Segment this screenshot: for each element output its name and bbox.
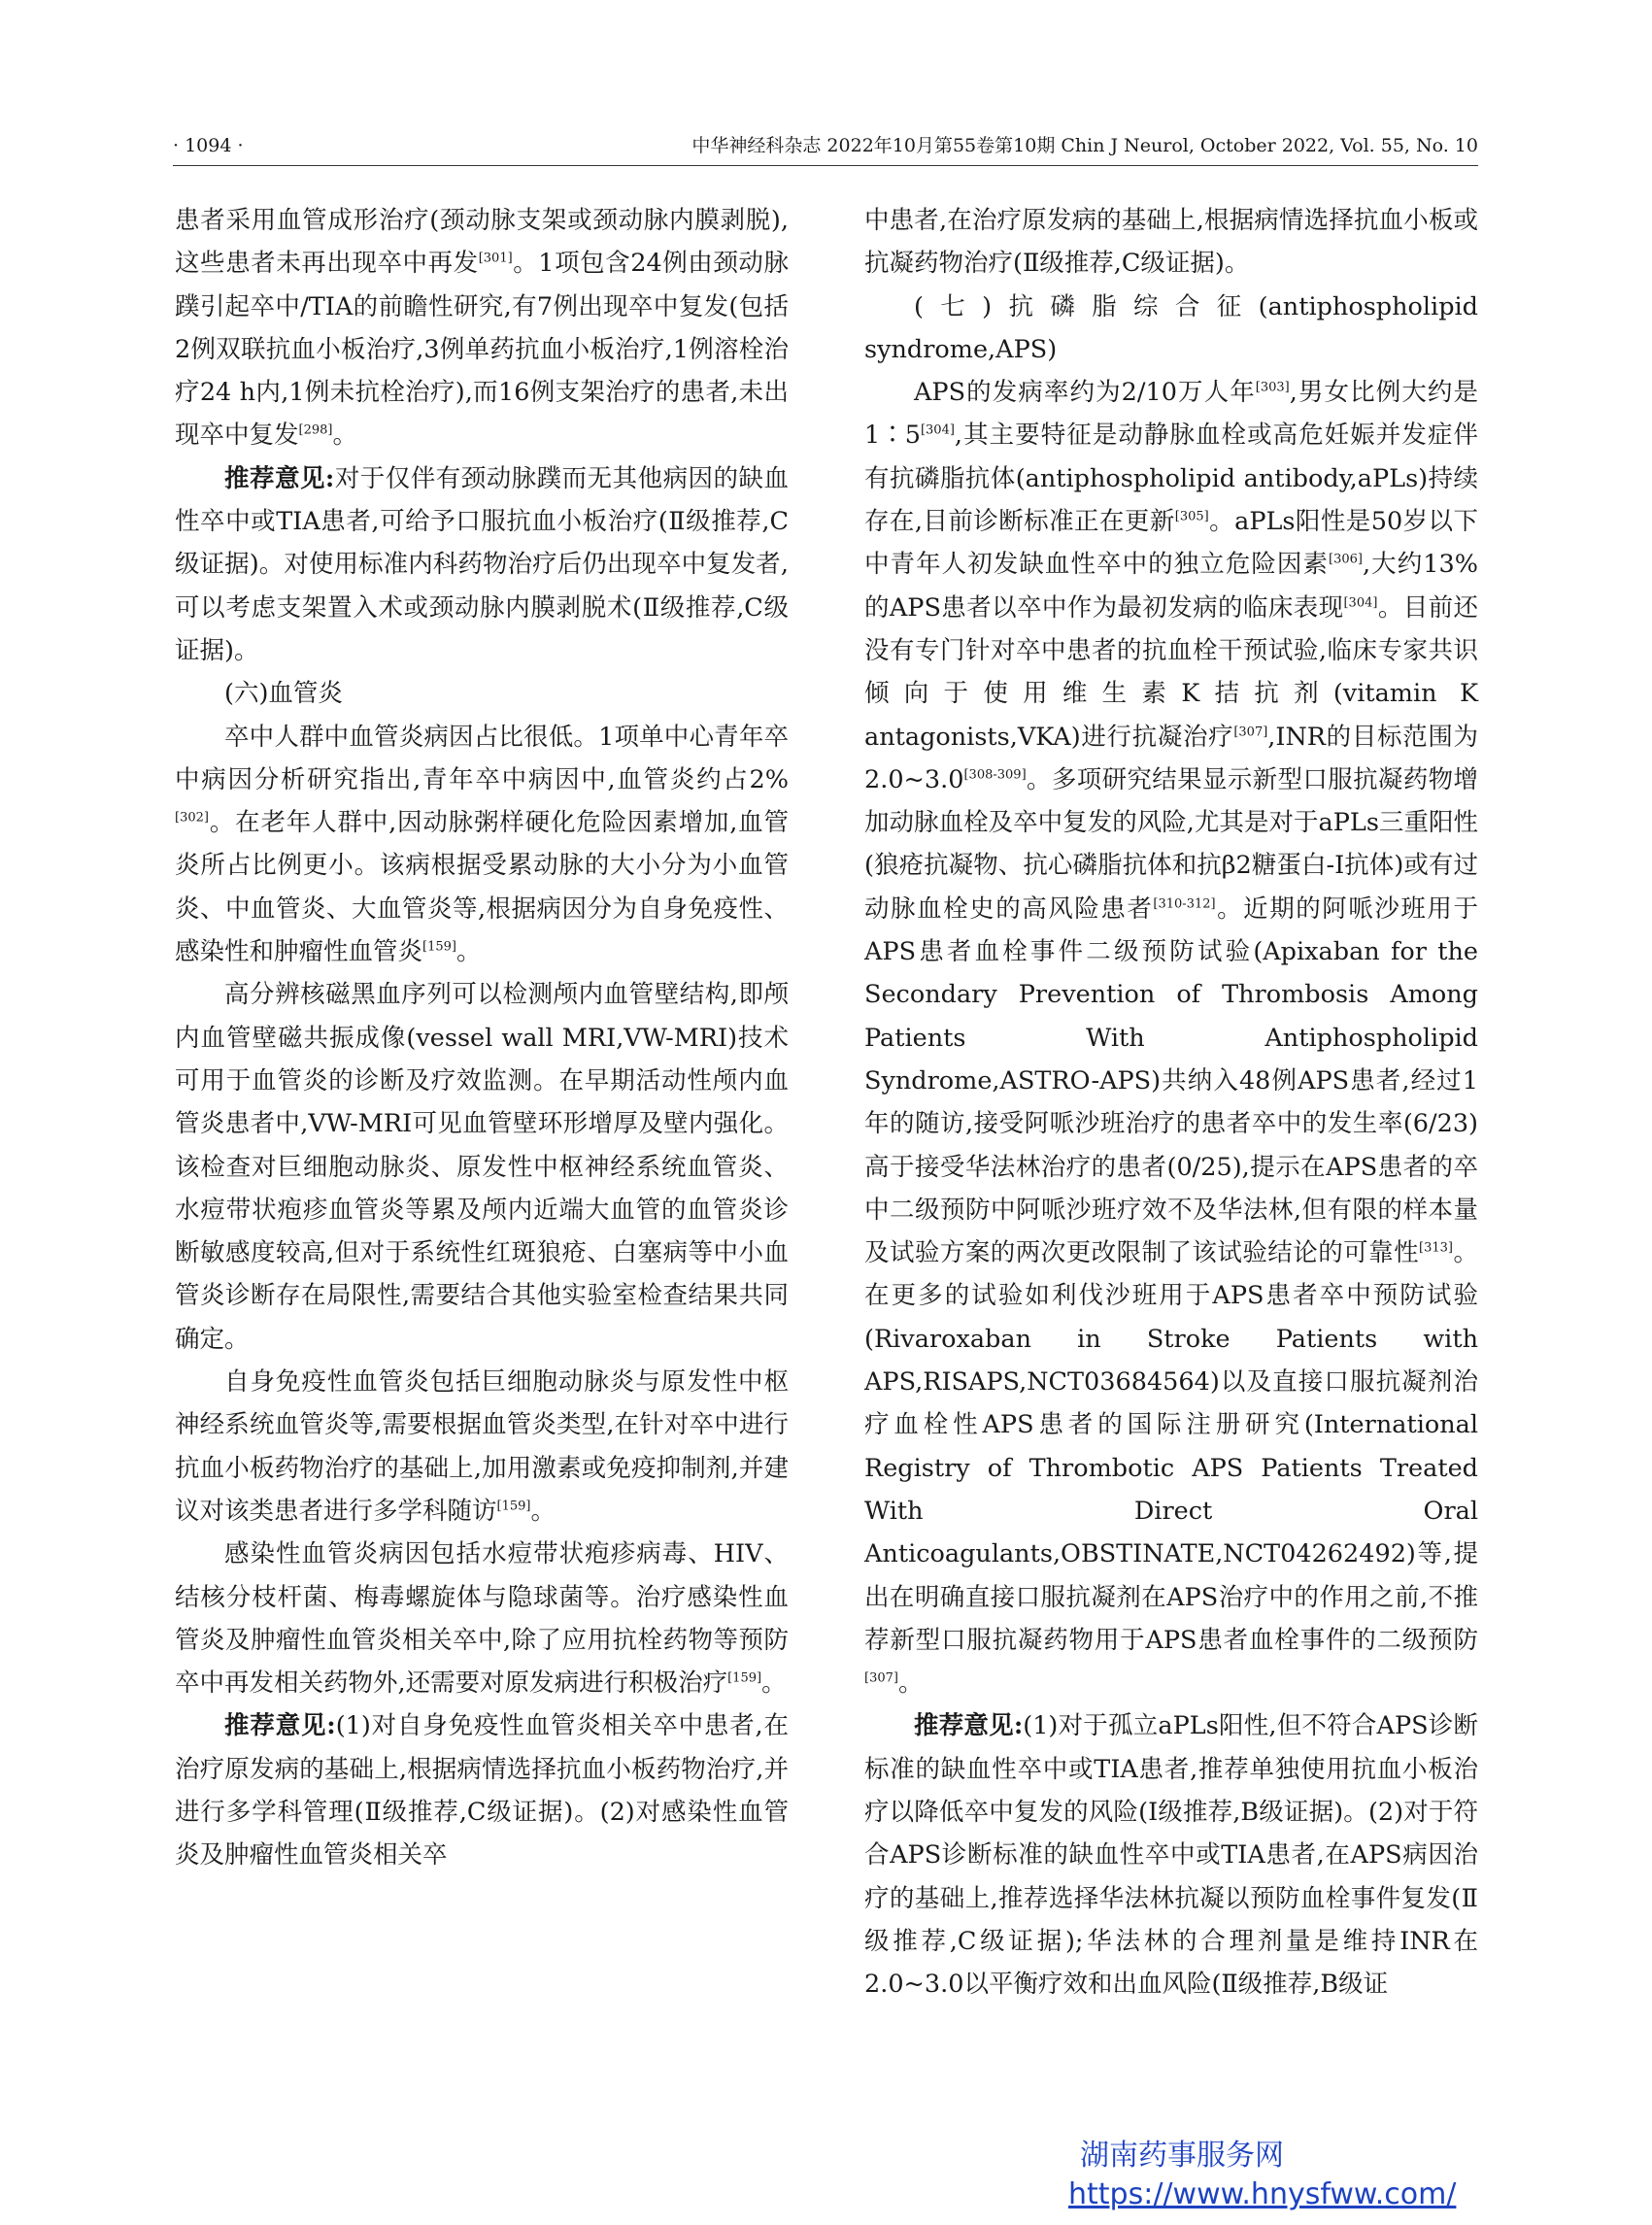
citation[interactable]: [303] [1255, 380, 1290, 395]
citation[interactable]: [313] [1419, 1240, 1454, 1256]
recommendation-paragraph: 推荐意见:对于仅伴有颈动脉蹼而无其他病因的缺血性卒中或TIA患者,可给予口服抗血小板治疗(Ⅱ级推荐,C级证据)。对使用标准内科药物治疗后仍出现卒中复发者,可以考虑支架置入术或颈动脉内膜剥脱术(Ⅱ级推荐,C级证据)。 [175, 463, 789, 665]
paragraph: 感染性血管炎病因包括水痘带状疱疹病毒、HIV、结核分枝杆菌、梅毒螺旋体与隐球菌等。治疗感染性血管炎及肿瘤性血管炎相关卒中,除了应用抗栓药物等预防卒中再发相关药物外,还需要对原发病进行积极治疗[159]。 [175, 1539, 789, 1699]
citation[interactable]: [307] [1233, 725, 1268, 740]
paragraph: 中患者,在治疗原发病的基础上,根据病情选择抗血小板或抗凝药物治疗(Ⅱ级推荐,C级证据)。 [864, 206, 1478, 279]
citation[interactable]: [159] [422, 939, 456, 955]
right-column [864, 199, 1478, 2006]
page-number: · 1094 · [173, 135, 244, 156]
citation[interactable]: [305] [1174, 509, 1209, 524]
citation[interactable]: [304] [920, 422, 955, 438]
recommendation-label: 推荐意见: [224, 463, 335, 493]
citation[interactable]: [159] [727, 1670, 762, 1686]
citation[interactable]: [301] [478, 251, 513, 266]
citation[interactable]: [302] [175, 810, 209, 826]
citation[interactable]: [306] [1329, 552, 1364, 567]
paragraph: 患者采用血管成形治疗(颈动脉支架或颈动脉内膜剥脱),这些患者未再出现卒中再发[301]。1项包含24例由颈动脉蹼引起卒中/TIA的前瞻性研究,有7例出现卒中复发(包括2例双联抗血小板治疗,3例单药抗血小板治疗,1例溶栓治疗24 h内,1例未抗栓治疗),而16例支架治疗的患者,未出现卒中复发[298]。 [175, 206, 789, 451]
citation[interactable]: [308-309] [963, 767, 1027, 783]
recommendation-paragraph: 推荐意见:(1)对自身免疫性血管炎相关卒中患者,在治疗原发病的基础上,根据病情选择抗血小板药物治疗,并进行多学科管理(Ⅱ级推荐,C级证据)。(2)对感染性血管炎及肿瘤性血管炎相关卒 [175, 1711, 789, 1871]
recommendation-paragraph: 推荐意见:(1)对于孤立aPLs阳性,但不符合APS诊断标准的缺血性卒中或TIA患者,推荐单独使用抗血小板治疗以降低卒中复发的风险(Ⅰ级推荐,B级证据)。(2)对于符合APS诊断标准的缺血性卒中或TIA患者,在APS病因治疗的基础上,推荐选择华法林抗凝以预防血栓事件复发(Ⅱ级推荐,C级证据);华法林的合理剂量是维持INR在2.0~3.0以平衡疗效和出血风险(Ⅱ级推荐,B级证 [864, 1711, 1478, 2000]
citation[interactable]: [159] [496, 1499, 531, 1514]
watermark [1068, 2137, 1476, 2214]
paragraph: 自身免疫性血管炎包括巨细胞动脉炎与原发性中枢神经系统血管炎等,需要根据血管炎类型,在针对卒中进行抗血小板药物治疗的基础上,加用激素或免疫抑制剂,并建议对该类患者进行多学科随访[159]。 [175, 1367, 789, 1526]
watermark-site-name: 湖南药事服务网 [1080, 2139, 1284, 2173]
citation[interactable]: [304] [1343, 595, 1378, 611]
running-header [173, 126, 1478, 166]
section-heading: (七)抗磷脂综合征(antiphospholipid syndrome,APS) [864, 291, 1478, 364]
watermark-link[interactable]: https://www.hnysfww.com/ [1068, 2177, 1457, 2211]
paragraph: 高分辨核磁黑血序列可以检测颅内血管壁结构,即颅内血管壁磁共振成像(vessel wall MRI,VW-MRI)技术可用于血管炎的诊断及疗效监测。在早期活动性颅内血管炎患者中,VW-MRI可见血管壁环形增厚及壁内强化。该检查对巨细胞动脉炎、原发性中枢神经系统血管炎、水痘带状疱疹血管炎等累及颅内近端大血管的血管炎诊断敏感度较高,但对于系统性红斑狼疮、白塞病等中小血管炎诊断存在局限性,需要结合其他实验室检查结果共同确定。 [175, 980, 789, 1354]
citation[interactable]: [298] [298, 422, 333, 438]
section-heading: (六)血管炎 [224, 679, 343, 709]
citation[interactable]: [307] [864, 1670, 898, 1686]
paragraph: 卒中人群中血管炎病因占比很低。1项单中心青年卒中病因分析研究指出,青年卒中病因中,血管炎约占2%[302]。在老年人群中,因动脉粥样硬化危险因素增加,血管炎所占比例更小。该病根据受累动脉的大小分为小血管炎、中血管炎、大血管炎等,根据病因分为自身免疫性、感染性和肿瘤性血管炎[159]。 [175, 722, 789, 967]
recommendation-label: 推荐意见: [224, 1711, 336, 1741]
journal-info: 中华神经科杂志 2022年10月第55卷第10期 Chin J Neurol, October 2022, Vol. 55, No. 10 [691, 135, 1478, 156]
recommendation-label: 推荐意见: [914, 1711, 1024, 1741]
paragraph: APS的发病率约为2/10万人年[303],男女比例大约是1∶5[304],其主要特征是动静脉血栓或高危妊娠并发症伴有抗磷脂抗体(antiphospholipid antibody,aPLs)持续存在,目前诊断标准正在更新[305]。aPLs阳性是50岁以下中青年人初发缺血性卒中的独立危险因素[306],大约13%的APS患者以卒中作为最初发病的临床表现[304]。目前还没有专门针对卒中患者的抗血栓干预试验,临床专家共识倾向于使用维生素K拮抗剂(vitamin K antagonists,VKA)进行抗凝治疗[307],INR的目标范围为2.0~3.0[308-309]。多项研究结果显示新型口服抗凝药物增加动脉血栓及卒中复发的风险,尤其是对于aPLs三重阳性(狼疮抗凝物、抗心磷脂抗体和抗β2糖蛋白-I抗体)或有过动脉血栓史的高风险患者[310-312]。近期的阿哌沙班用于APS患者血栓事件二级预防试验(Apixaban for the Secondary Prevention of Thrombosis Among Patients With Antiphospholipid Syndrome,ASTRO-APS)共纳入48例APS患者,经过1年的随访,接受阿哌沙班治疗的患者卒中的发生率(6/23)高于接受华法林治疗的患者(0/25),提示在APS患者的卒中二级预防中阿哌沙班疗效不及华法林,但有限的样本量及试验方案的两次更改限制了该试验结论的可靠性[313]。在更多的试验如利伐沙班用于APS患者卒中预防试验(Rivaroxaban in Stroke Patients with APS,RISAPS,NCT03684564)以及直接口服抗凝剂治疗血栓性APS患者的国际注册研究(International Registry of Thrombotic APS Patients Treated With Direct Oral Anticoagulants,OBSTINATE,NCT04262492)等,提出在明确直接口服抗凝剂在APS治疗中的作用之前,不推荐新型口服抗凝药物用于APS患者血栓事件的二级预防[307]。 [864, 378, 1478, 1699]
left-column [175, 199, 789, 1877]
citation[interactable]: [310-312] [1153, 896, 1216, 912]
